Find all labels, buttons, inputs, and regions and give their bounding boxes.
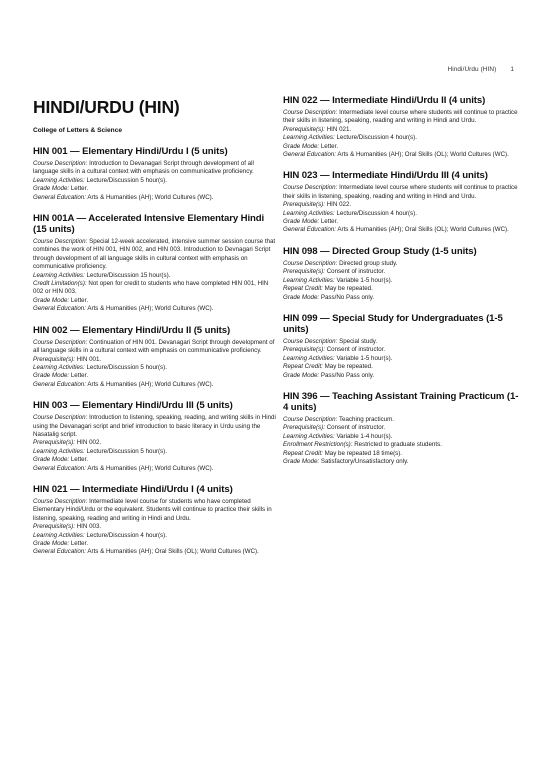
course-field: [33, 305, 278, 313]
course-heading: HIN 001 — Elementary Hindi/Urdu I (5 units): [33, 146, 228, 157]
field-label: Prerequisite(s):: [283, 346, 325, 354]
course-field: [283, 184, 520, 201]
field-label: Learning Activities:: [283, 276, 335, 284]
field-value: HIN 003.: [76, 523, 102, 531]
field-value: Special study.: [339, 337, 378, 345]
field-label: General Education:: [33, 380, 86, 388]
course-field: [283, 424, 520, 432]
field-value: Intermediate level course where students will continue to practice their skills in listening, speaking, reading and writing in Hindi and Urdu.: [283, 184, 518, 200]
field-label: Repeat Credit:: [283, 449, 323, 457]
course-field: [33, 532, 278, 540]
field-value: Variable 1-4 hour(s).: [336, 432, 393, 440]
course-field: [33, 185, 278, 193]
field-value: Consent of instructor.: [326, 424, 386, 432]
field-value: Introduction to listening, speaking, reading, and writing skills in Hindi using the Devanagari script and brief introduction to basic literacy in Urdu using the Nasatalig script.: [33, 414, 276, 438]
field-value: Consent of instructor.: [326, 346, 386, 354]
field-value: Arts & Humanities (AH); World Cultures (WC).: [87, 305, 214, 313]
field-label: Learning Activities:: [33, 271, 85, 279]
field-label: General Education:: [33, 305, 86, 313]
field-label: Grade Mode:: [33, 540, 70, 547]
course-heading: HIN 023 — Intermediate Hindi/Urdu III (4 units): [283, 170, 488, 182]
field-value: Letter.: [70, 540, 89, 547]
course-field: [283, 363, 520, 371]
field-value: Pass/No Pass only.: [320, 371, 375, 379]
field-label: Course Description:: [283, 109, 338, 116]
course-heading: HIN 098 — Directed Group Study (1-5 units): [283, 245, 477, 257]
field-value: Lecture/Discussion 5 hour(s).: [86, 363, 167, 371]
course-field: [283, 210, 520, 218]
course-field: [33, 177, 278, 185]
course-field: [33, 238, 278, 272]
field-label: Learning Activities:: [33, 176, 85, 184]
field-label: Grade Mode:: [33, 185, 70, 193]
college-name: College of Letters & Science: [33, 127, 123, 134]
course-field: [33, 160, 278, 177]
field-label: Repeat Credit:: [283, 285, 323, 293]
field-label: Enrollment Restriction(s):: [283, 441, 353, 449]
course-entry: [283, 313, 520, 380]
field-value: Arts & Humanities (AH); World Cultures (WC).: [87, 464, 214, 472]
running-title: Hindi/Urdu (HIN): [447, 66, 497, 73]
field-value: Arts & Humanities (AH); Oral Skills (OL); World Cultures (WC).: [337, 151, 509, 159]
course-field: [33, 498, 278, 523]
course-field: [33, 448, 278, 456]
course-heading: HIN 021 — Intermediate Hindi/Urdu I (4 units): [33, 483, 233, 495]
field-label: General Education:: [33, 193, 86, 201]
field-value: Arts & Humanities (AH); World Cultures (WC).: [87, 193, 214, 201]
field-value: Arts & Humanities (AH); World Cultures (WC).: [87, 380, 214, 388]
course-field: [283, 346, 520, 354]
page-title: HINDI/URDU (HIN): [33, 97, 180, 117]
course-field: [283, 416, 520, 424]
course-field: [33, 381, 278, 389]
course-entry: [283, 170, 520, 234]
field-label: Grade Mode:: [283, 218, 320, 226]
right-course-list: [283, 95, 520, 466]
course-field: [283, 433, 520, 441]
field-value: Lecture/Discussion 15 hour(s).: [86, 271, 171, 279]
course-field: [283, 268, 520, 276]
field-label: Prerequisite(s):: [283, 201, 325, 209]
course-heading: HIN 099 — Special Study for Undergraduates (1-5 units): [283, 312, 503, 335]
field-label: Credit Limitation(s):: [33, 280, 87, 288]
field-value: Consent of instructor.: [326, 268, 386, 276]
course-entry: [283, 246, 520, 302]
field-label: Learning Activities:: [33, 447, 85, 455]
course-field: [33, 523, 278, 531]
course-field: [33, 339, 278, 356]
course-entry: [33, 400, 278, 473]
field-value: Lecture/Discussion 4 hour(s).: [86, 531, 167, 539]
field-value: Directed group study.: [339, 259, 398, 267]
course-field: [283, 372, 520, 380]
course-heading: HIN 001A — Accelerated Intensive Elementary Hindi (15 units): [33, 213, 265, 236]
course-field: [283, 285, 520, 293]
field-label: Course Description:: [283, 415, 338, 423]
field-value: Lecture/Discussion 5 hour(s).: [86, 447, 167, 455]
field-value: HIN 021.: [326, 125, 352, 133]
course-field: [283, 277, 520, 285]
course-field: [33, 297, 278, 305]
field-value: Intermediate level course for students who have completed Elementary Hindi/Urdu or the equivalent. Students will continue to practice their skills in listening, speaking, reading and writing in Hindi and Urdu.: [33, 497, 272, 522]
field-label: Course Description:: [33, 497, 88, 505]
field-label: Course Description:: [33, 338, 88, 346]
field-label: Grade Mode:: [283, 457, 320, 465]
course-field: [283, 218, 520, 226]
field-value: Letter.: [320, 218, 339, 226]
course-field: [283, 458, 520, 466]
field-value: Continuation of HIN 001. Devanagari Script through development of all language skills in a cultural context with emphasis on communicative proficiency.: [33, 338, 275, 355]
course-entry: [33, 484, 278, 557]
field-value: Letter.: [70, 185, 89, 193]
course-field: [33, 456, 278, 464]
field-value: Introduction to Devanagari Script through development of all language skills in a cultural context with emphasis on communicative proficiency.: [33, 160, 254, 176]
course-field: [33, 548, 278, 556]
field-label: Prerequisite(s):: [283, 424, 325, 432]
field-label: Learning Activities:: [33, 531, 85, 539]
field-value: Arts & Humanities (AH); Oral Skills (OL); World Cultures (WC).: [87, 548, 259, 556]
field-value: Pass/No Pass only.: [320, 293, 375, 301]
course-heading: HIN 022 — Intermediate Hindi/Urdu II (4 units): [283, 95, 486, 106]
field-label: General Education:: [283, 226, 336, 234]
course-field: [283, 143, 520, 151]
field-value: May be repeated.: [324, 363, 373, 371]
field-label: Learning Activities:: [283, 134, 335, 142]
field-label: Grade Mode:: [33, 372, 70, 380]
field-label: General Education:: [33, 464, 86, 472]
course-field: [283, 126, 520, 134]
field-label: Grade Mode:: [283, 371, 320, 379]
course-field: [283, 355, 520, 363]
field-value: Teaching practicum.: [338, 415, 394, 423]
course-entry: [33, 213, 278, 314]
field-label: Grade Mode:: [33, 296, 70, 304]
right-column: [283, 95, 520, 477]
course-field: [33, 280, 278, 297]
field-value: May be repeated.: [324, 285, 373, 293]
course-heading: HIN 003 — Elementary Hindi/Urdu III (5 units): [33, 400, 233, 412]
field-value: Satisfactory/Unsatisfactory only.: [320, 457, 409, 465]
field-label: Repeat Credit:: [283, 363, 323, 371]
course-entry: [283, 391, 520, 466]
field-value: Not open for credit to students who have completed HIN 001, HIN 002 or HIN 003.: [33, 280, 269, 296]
field-value: Special 12-week accelerated, intensive summer session course that combines the work of HIN 001, HIN 002, and HIN 003. Introduction to Devnagari Script through development of all language skills in cultural context with emphasis on communicative proficiency.: [33, 238, 276, 271]
field-label: Prerequisite(s):: [283, 125, 325, 133]
course-field: [33, 364, 278, 372]
field-value: Letter.: [70, 296, 89, 304]
field-value: HIN 001.: [76, 355, 102, 363]
course-field: [283, 450, 520, 458]
field-label: General Education:: [33, 548, 86, 556]
field-label: General Education:: [283, 151, 336, 159]
course-field: [33, 372, 278, 380]
field-label: Grade Mode:: [283, 293, 320, 301]
left-course-list: [33, 146, 278, 557]
course-field: [283, 134, 520, 142]
field-label: Grade Mode:: [283, 142, 320, 150]
field-value: Restricted to graduate students.: [354, 441, 442, 449]
field-label: Course Description:: [283, 337, 338, 345]
field-value: Letter.: [70, 372, 89, 380]
field-label: Course Description:: [33, 238, 88, 246]
field-value: Intermediate level course where students will continue to practice their skills in listening, speaking, reading and writing in Hindi and Urdu.: [283, 109, 518, 125]
field-value: Arts & Humanities (AH); Oral Skills (OL); World Cultures (WC).: [337, 226, 509, 234]
course-field: [33, 465, 278, 473]
course-field: [33, 439, 278, 447]
field-label: Course Description:: [283, 259, 338, 267]
course-entry: [33, 325, 278, 389]
field-label: Course Description:: [33, 414, 88, 422]
course-field: [33, 540, 278, 548]
field-value: May be repeated 18 time(s).: [324, 449, 403, 457]
course-entry: [283, 95, 520, 159]
course-heading: HIN 396 — Teaching Assistant Training Practicum (1-4 units): [283, 390, 519, 413]
field-value: Lecture/Discussion 4 hour(s).: [336, 134, 417, 142]
field-label: Learning Activities:: [283, 209, 335, 217]
field-label: Grade Mode:: [33, 456, 70, 464]
course-field: [33, 194, 278, 202]
course-field: [283, 226, 520, 234]
running-header: [448, 66, 514, 73]
field-value: Letter.: [70, 456, 89, 464]
field-value: Variable 1-5 hour(s).: [336, 276, 393, 284]
field-value: HIN 002.: [76, 439, 102, 447]
field-label: Prerequisite(s):: [33, 439, 75, 447]
field-value: Letter.: [320, 142, 339, 150]
field-label: Prerequisite(s):: [33, 355, 75, 363]
course-field: [33, 272, 278, 280]
page-number: 1: [510, 66, 514, 73]
course-entry: [33, 146, 278, 202]
field-label: Prerequisite(s):: [33, 523, 75, 531]
course-field: [33, 414, 278, 439]
field-value: HIN 022.: [326, 201, 352, 209]
field-label: Prerequisite(s):: [283, 268, 325, 276]
course-field: [283, 294, 520, 302]
field-value: Variable 1-5 hour(s).: [336, 354, 393, 362]
field-value: Lecture/Discussion 5 hour(s).: [86, 176, 167, 184]
field-value: Lecture/Discussion 4 hour(s).: [336, 209, 417, 217]
field-label: Learning Activities:: [283, 354, 335, 362]
field-label: Course Description:: [33, 160, 88, 167]
course-field: [283, 260, 520, 268]
course-field: [283, 151, 520, 159]
field-label: Learning Activities:: [33, 363, 85, 371]
course-heading: HIN 002 — Elementary Hindi/Urdu II (5 units): [33, 324, 231, 336]
course-field: [283, 109, 520, 126]
course-field: [283, 201, 520, 209]
field-label: Learning Activities:: [283, 432, 335, 440]
course-field: [33, 356, 278, 364]
course-field: [283, 338, 520, 346]
left-column: [33, 95, 278, 568]
field-label: Course Description:: [283, 184, 338, 192]
course-field: [283, 441, 520, 449]
